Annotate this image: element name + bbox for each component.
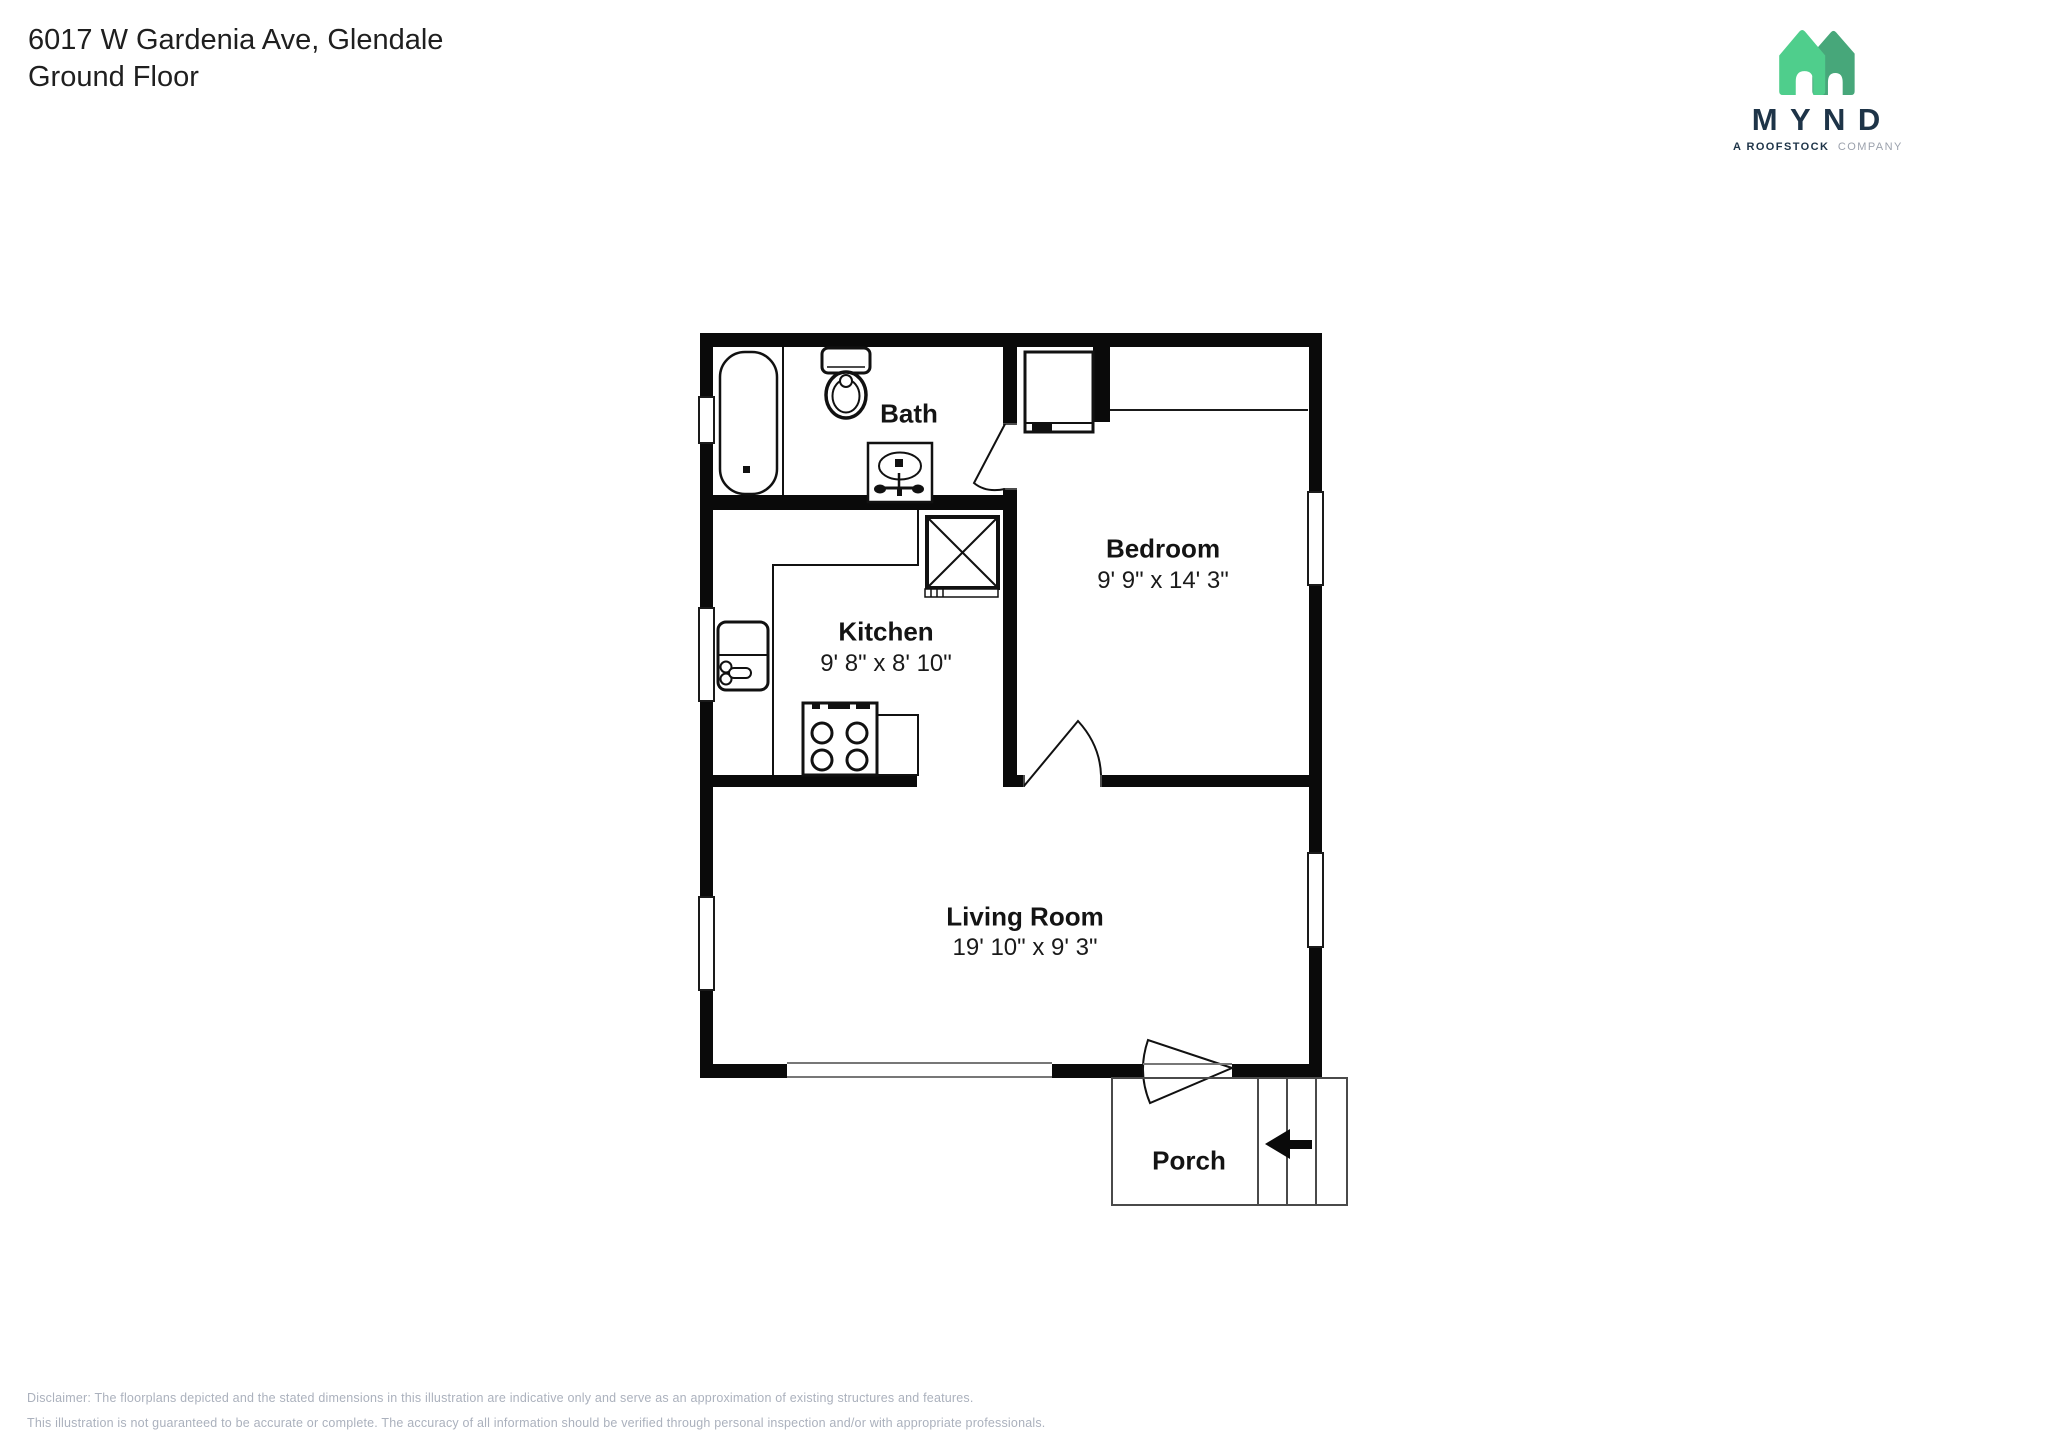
window-living-left bbox=[699, 897, 714, 990]
window-kitchen-left bbox=[699, 608, 714, 701]
bath-door-gap bbox=[1003, 423, 1017, 490]
tagline-roofstock: A ROOFSTOCK bbox=[1733, 141, 1830, 153]
page-title-address: 6017 W Gardenia Ave, Glendale bbox=[28, 24, 444, 56]
wall-top bbox=[700, 333, 1322, 347]
wall-kitchen-bedroom bbox=[1003, 490, 1017, 787]
wall-right bbox=[1309, 347, 1322, 1077]
bedroom-door bbox=[1023, 721, 1102, 787]
disclaimer-line-1: Disclaimer: The floorplans depicted and the stated dimensions in this illustration are indicative only and serve as an approximation of existing structures and features. bbox=[27, 1391, 974, 1405]
closet-door-tick bbox=[1032, 423, 1052, 432]
room-dims-kitchen: 9' 8" x 8' 10" bbox=[820, 650, 952, 677]
bath-door-swing bbox=[974, 424, 1005, 490]
counter-right-of-stove bbox=[877, 715, 918, 775]
window-living-bottom bbox=[787, 1061, 1052, 1078]
room-dims-living-room: 19' 10" x 9' 3" bbox=[952, 934, 1098, 961]
toilet-inlet bbox=[840, 375, 852, 387]
window-bath-left bbox=[699, 397, 714, 443]
wall-bath-bedroom-upper bbox=[1003, 347, 1017, 423]
stove-control-dash3 bbox=[856, 704, 870, 709]
sink-spout bbox=[897, 489, 902, 496]
room-label-kitchen: Kitchen bbox=[838, 616, 934, 647]
disclaimer-line-2: This illustration is not guaranteed to be accurate or complete. The accuracy of all information should be verified through personal inspection and/or with appropriate professionals. bbox=[27, 1416, 1046, 1430]
bath-door bbox=[974, 423, 1017, 490]
wall-bottom-seg3 bbox=[1232, 1064, 1322, 1078]
bedroom-closet bbox=[1025, 352, 1308, 432]
wall-closet-stub bbox=[1093, 345, 1110, 422]
closet-box bbox=[1025, 352, 1093, 432]
stove-control-dash1 bbox=[812, 704, 820, 709]
bathtub-drain bbox=[743, 466, 750, 473]
wall-bottom-seg1 bbox=[700, 1064, 787, 1078]
room-label-living-room: Living Room bbox=[946, 901, 1104, 932]
stove-burner-br bbox=[847, 750, 867, 770]
entry-door bbox=[1143, 1040, 1232, 1103]
sink-handle-left bbox=[874, 485, 886, 494]
entry-arrow-tail bbox=[1289, 1140, 1312, 1149]
stove-burner-bl bbox=[812, 750, 832, 770]
entry-door-swing bbox=[1143, 1040, 1232, 1103]
entry-arrow-icon bbox=[1265, 1129, 1290, 1159]
mynd-wordmark: MYND bbox=[1751, 102, 1893, 137]
wall-bedroom-bottom-seg1 bbox=[1003, 775, 1023, 787]
page-subtitle-floor: Ground Floor bbox=[28, 61, 199, 93]
cabinet-base-bar bbox=[925, 589, 998, 597]
room-dims-bedroom: 9' 9" x 14' 3" bbox=[1097, 567, 1229, 594]
room-label-porch: Porch bbox=[1152, 1145, 1226, 1176]
room-label-bath: Bath bbox=[880, 398, 938, 429]
refrigerator-handle bbox=[729, 668, 751, 678]
wall-kitchen-bottom bbox=[713, 775, 917, 787]
window-bedroom-right bbox=[1308, 492, 1323, 585]
bedroom-door-gap bbox=[1023, 775, 1102, 787]
toilet-tank bbox=[822, 348, 870, 373]
tagline-company: COMPANY bbox=[1837, 141, 1903, 153]
wall-bottom-seg2 bbox=[1052, 1064, 1143, 1078]
window-living-right bbox=[1308, 853, 1323, 947]
sink-drain bbox=[895, 459, 903, 467]
sink-handle-right bbox=[912, 485, 924, 494]
wall-bath-bottom bbox=[713, 495, 1017, 510]
wall-bedroom-bottom-seg2 bbox=[1102, 775, 1322, 787]
room-label-bedroom: Bedroom bbox=[1105, 533, 1221, 564]
stove-burner-tl bbox=[812, 723, 832, 743]
disclaimer bbox=[27, 1386, 1045, 1436]
stove-burner-tr bbox=[847, 723, 867, 743]
stove-control-dash2 bbox=[828, 704, 850, 709]
